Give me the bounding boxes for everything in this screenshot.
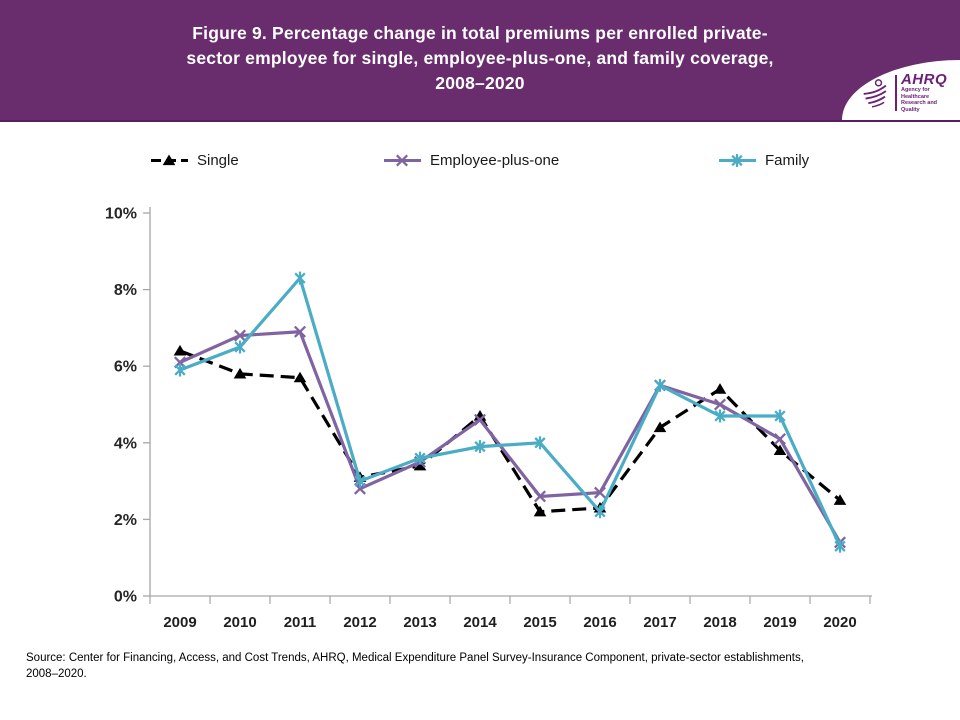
x-axis-tick-label: 2012 bbox=[343, 614, 377, 631]
ahrq-tagline-line-1: Agency for Healthcare bbox=[900, 87, 930, 100]
legend-item-single bbox=[150, 148, 239, 172]
x-axis-tick-label: 2019 bbox=[763, 614, 797, 631]
figure-title-line-2: sector employee for single, employee-plus-one, and family coverage, bbox=[186, 48, 774, 68]
legend-label-family: Family bbox=[765, 151, 810, 169]
legend-item-family bbox=[718, 148, 809, 172]
marker-triangle bbox=[714, 383, 727, 394]
x-axis-tick-label: 2016 bbox=[583, 614, 617, 631]
marker-triangle bbox=[294, 372, 307, 383]
legend-label-employee-plus-one: Employee-plus-one bbox=[430, 151, 560, 169]
figure-title bbox=[0, 0, 960, 96]
source-note bbox=[26, 650, 926, 682]
ahrq-tagline-line-2: Research and Quality bbox=[900, 100, 938, 113]
header-bar bbox=[0, 0, 960, 122]
y-axis-tick-label: 10% bbox=[104, 205, 137, 223]
x-axis-tick-label: 2018 bbox=[703, 614, 737, 631]
employee-plus-one-series-legend-icon bbox=[383, 152, 423, 169]
line-chart bbox=[0, 172, 960, 642]
x-axis-tick-label: 2014 bbox=[463, 614, 497, 631]
series-line-single bbox=[180, 351, 840, 512]
y-axis-tick-label: 0% bbox=[113, 588, 137, 606]
chart-legend bbox=[0, 148, 960, 172]
x-axis-tick-label: 2011 bbox=[283, 614, 317, 631]
marker-triangle bbox=[174, 345, 187, 356]
source-note-line-2: 2008–2020. bbox=[26, 668, 87, 680]
series-line-employee-plus-one bbox=[180, 332, 840, 543]
family-series-legend-icon bbox=[718, 152, 758, 169]
y-axis-tick-label: 6% bbox=[113, 358, 137, 376]
figure-title-line-1: Figure 9. Percentage change in total premiums per enrolled private- bbox=[192, 23, 768, 43]
x-axis-tick-label: 2013 bbox=[403, 614, 437, 631]
x-axis-tick-label: 2009 bbox=[163, 614, 197, 631]
y-axis-tick-label: 8% bbox=[113, 282, 137, 300]
ahrq-wordmark bbox=[901, 72, 955, 113]
x-axis-tick-label: 2020 bbox=[823, 614, 857, 631]
ahrq-abbr: AHRQ bbox=[900, 71, 948, 88]
hhs-eagle-icon bbox=[860, 75, 891, 111]
x-axis-tick-label: 2015 bbox=[523, 614, 557, 631]
y-axis-tick-label: 4% bbox=[113, 435, 137, 453]
source-note-line-1: Source: Center for Financing, Access, and Cost Trends, AHRQ, Medical Expenditure Panel Survey-Insurance Component, private-sector establishments, bbox=[26, 652, 804, 664]
marker-triangle bbox=[834, 494, 847, 505]
legend-item-employee-plus-one bbox=[383, 148, 559, 172]
logo-divider bbox=[895, 75, 897, 111]
y-axis-tick-label: 2% bbox=[113, 511, 137, 529]
single-series-legend-icon bbox=[150, 152, 190, 169]
figure-title-line-3: 2008–2020 bbox=[435, 73, 525, 93]
series-line-family bbox=[180, 278, 840, 546]
legend-label-single: Single bbox=[197, 151, 239, 169]
x-axis-tick-label: 2017 bbox=[643, 614, 677, 631]
x-axis-tick-label: 2010 bbox=[223, 614, 257, 631]
